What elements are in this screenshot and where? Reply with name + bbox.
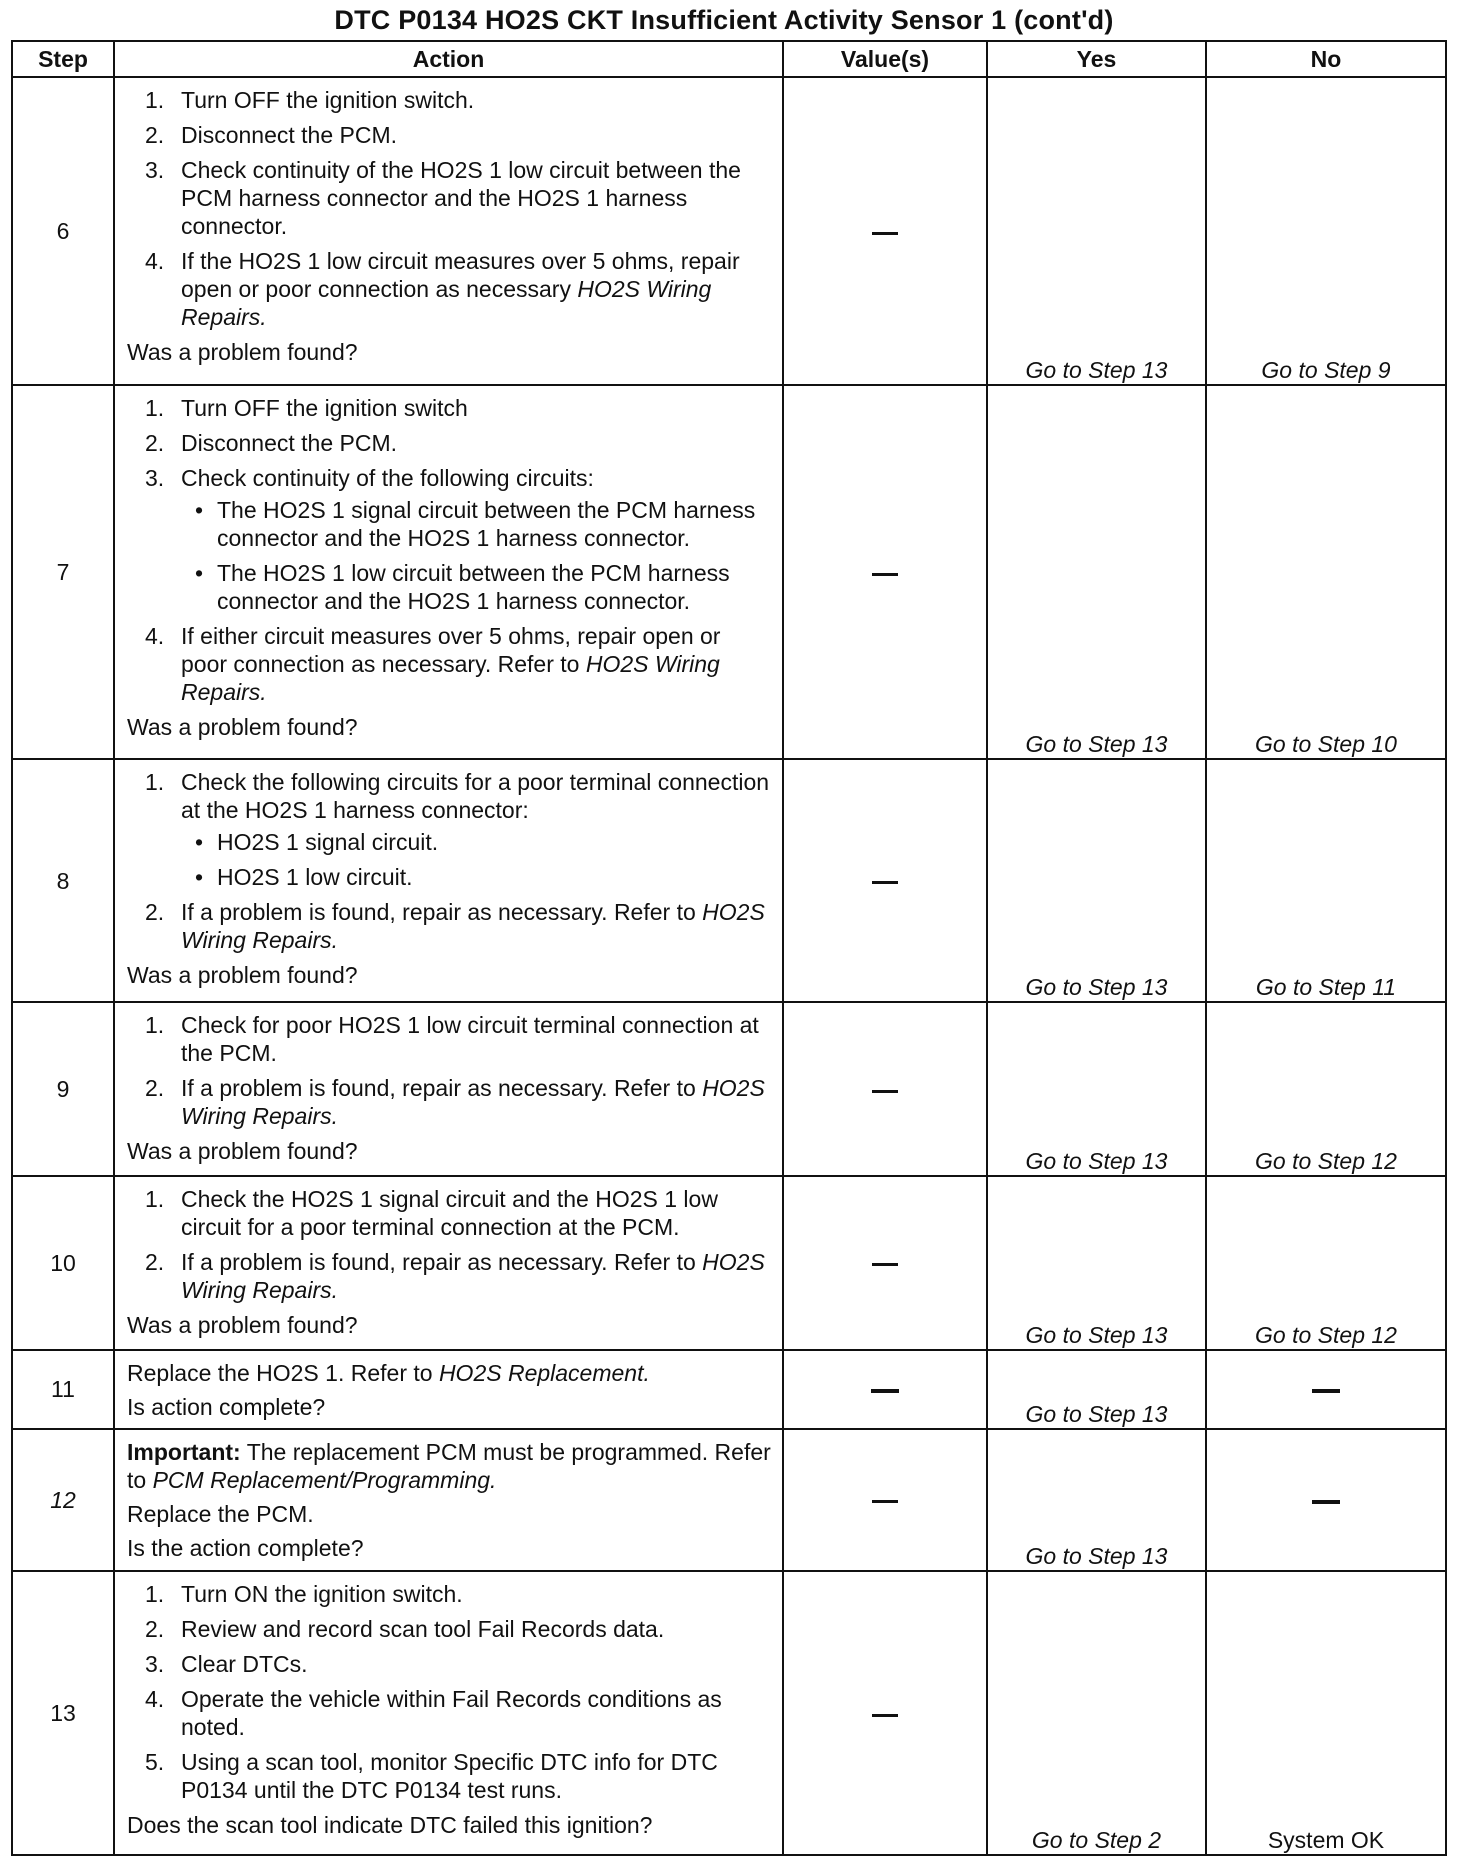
value-cell <box>783 1002 987 1176</box>
item-number: 2. <box>145 899 165 925</box>
table-row <box>12 1429 1446 1572</box>
yes-cell <box>987 77 1206 385</box>
item-number: 1. <box>145 769 165 795</box>
item-text: Check continuity of the HO2S 1 low circuit between the PCM harness connector and the HO2S 1 harness connector. <box>181 157 741 239</box>
important-label: Important: <box>127 1438 241 1465</box>
no-cell <box>1206 385 1446 759</box>
item-text: Turn ON the ignition switch. <box>181 1581 463 1608</box>
item-number: 1. <box>145 395 165 422</box>
action-cell <box>114 1571 783 1855</box>
table-row <box>12 1350 1446 1429</box>
list-item <box>127 464 772 615</box>
yes-action: Go to Step 13 <box>1025 974 1168 1001</box>
no-cell <box>1206 1002 1446 1176</box>
reference-link-text: HO2S Wiring Repairs. <box>181 651 720 706</box>
action-list <box>127 768 772 954</box>
action-cell <box>114 759 783 1002</box>
list-item <box>127 1748 772 1804</box>
item-text: Check the following circuits for a poor terminal connection at the HO2S 1 harness connector: <box>181 769 770 823</box>
page-title: DTC P0134 HO2S CKT Insufficient Activity Sensor 1 (cont'd) <box>334 5 1114 35</box>
list-item <box>127 1615 772 1643</box>
bullet-item: • HO2S 1 signal circuit. <box>181 828 772 856</box>
item-number: 4. <box>145 623 165 650</box>
list-item <box>127 156 772 240</box>
list-item <box>127 247 772 331</box>
item-number: 2. <box>145 122 165 148</box>
item-text: Disconnect the PCM. <box>181 430 398 457</box>
bullet-item: • The HO2S 1 signal circuit between the PCM harness connector and the HO2S 1 harness connector. <box>181 496 772 552</box>
no-cell <box>1206 1429 1446 1572</box>
em-dash <box>872 881 898 884</box>
list-item <box>127 429 772 457</box>
item-number: 1. <box>145 1186 165 1213</box>
question-text: Is the action complete? <box>127 1534 364 1561</box>
action-list <box>127 394 772 706</box>
list-item <box>127 394 772 422</box>
list-item <box>127 1650 772 1678</box>
item-text: Review and record scan tool Fail Records data. <box>181 1616 665 1643</box>
bullet-list <box>181 828 772 891</box>
item-number: 4. <box>145 248 165 274</box>
item-number: 2. <box>145 1616 165 1643</box>
header-step: Step <box>12 41 114 77</box>
yes-cell <box>987 1350 1206 1429</box>
action-cell <box>114 385 783 759</box>
step-number: 13 <box>12 1571 114 1855</box>
header-yes: Yes <box>987 41 1206 77</box>
no-action: Go to Step 10 <box>1255 731 1397 757</box>
action-cell <box>114 77 783 385</box>
question-text: Was a problem found? <box>127 962 358 988</box>
em-dash <box>1312 1389 1340 1393</box>
bullet-item: • The HO2S 1 low circuit between the PCM harness connector and the HO2S 1 harness connector. <box>181 559 772 615</box>
no-action: System OK <box>1267 1827 1385 1853</box>
header-no: No <box>1206 41 1446 77</box>
list-item <box>127 121 772 149</box>
yes-cell <box>987 1002 1206 1176</box>
item-number: 2. <box>145 430 165 457</box>
list-item <box>127 86 772 114</box>
em-dash <box>872 1263 898 1266</box>
yes-action: Go to Step 13 <box>1025 731 1168 757</box>
header-values: Value(s) <box>783 41 987 77</box>
no-action: Go to Step 12 <box>1255 1321 1397 1348</box>
paragraph-text: The replacement PCM must be programmed. Refer to <box>127 1438 771 1493</box>
paragraph-text: Replace the HO2S 1. Refer to <box>127 1359 439 1386</box>
list-item <box>127 898 772 954</box>
table-row <box>12 759 1446 1002</box>
item-number: 3. <box>145 465 165 492</box>
table-row <box>12 1176 1446 1350</box>
value-cell <box>783 385 987 759</box>
action-list <box>127 1185 772 1304</box>
action-cell <box>114 1002 783 1176</box>
item-number: 3. <box>145 157 165 183</box>
table-row <box>12 1002 1446 1176</box>
step-number: 9 <box>12 1002 114 1176</box>
yes-action: Go to Step 13 <box>1025 1148 1168 1175</box>
item-text: Operate the vehicle within Fail Records conditions as noted. <box>181 1686 722 1741</box>
list-item <box>127 1185 772 1241</box>
list-item <box>127 1074 772 1130</box>
question-text: Does the scan tool indicate DTC failed this ignition? <box>127 1812 653 1839</box>
question-text: Was a problem found? <box>127 1312 358 1339</box>
step-number: 11 <box>12 1350 114 1429</box>
item-number: 2. <box>145 1075 165 1102</box>
value-cell <box>783 759 987 1002</box>
question-text: Was a problem found? <box>127 1138 358 1165</box>
step-number: 7 <box>12 385 114 759</box>
value-cell <box>783 77 987 385</box>
question-text: Was a problem found? <box>127 714 358 741</box>
no-cell <box>1206 1176 1446 1350</box>
no-action: Go to Step 12 <box>1255 1148 1397 1175</box>
yes-action: Go to Step 13 <box>1025 1400 1168 1427</box>
yes-cell <box>987 1571 1206 1855</box>
yes-action: Go to Step 13 <box>1025 1321 1168 1348</box>
diagnostic-table <box>11 40 1447 1856</box>
yes-cell <box>987 759 1206 1002</box>
no-cell <box>1206 77 1446 385</box>
yes-action: Go to Step 13 <box>1025 1543 1168 1570</box>
no-action: Go to Step 9 <box>1261 357 1391 384</box>
yes-cell <box>987 385 1206 759</box>
item-number: 1. <box>145 1012 165 1039</box>
action-paragraph: Replace the PCM. <box>127 1500 314 1527</box>
item-text: If a problem is found, repair as necessary. Refer to <box>181 1075 703 1102</box>
action-cell <box>114 1176 783 1350</box>
table-row <box>12 1571 1446 1855</box>
item-number: 1. <box>145 1581 165 1608</box>
no-action: Go to Step 11 <box>1255 974 1397 1001</box>
header-action: Action <box>114 41 783 77</box>
list-item <box>127 768 772 891</box>
action-cell <box>114 1429 783 1572</box>
value-cell <box>783 1429 987 1572</box>
item-text: If either circuit measures over 5 ohms, repair open or poor connection as necessary. Refer to <box>181 623 721 678</box>
table-row <box>12 385 1446 759</box>
item-text: Turn OFF the ignition switch <box>181 395 468 422</box>
reference-link-text: HO2S Wiring Repairs. <box>181 1249 765 1304</box>
list-item <box>127 1685 772 1741</box>
yes-action: Go to Step 13 <box>1025 357 1168 384</box>
item-text: Turn OFF the ignition switch. <box>181 87 475 113</box>
em-dash <box>872 232 898 235</box>
step-number: 8 <box>12 759 114 1002</box>
action-list <box>127 86 772 331</box>
em-dash <box>872 573 898 576</box>
list-item <box>127 1011 772 1067</box>
table-header-row <box>12 41 1446 77</box>
list-item <box>127 1580 772 1608</box>
value-cell <box>783 1350 987 1429</box>
reference-link-text: PCM Replacement/Programming. <box>152 1466 497 1493</box>
bullet-list <box>181 496 772 615</box>
step-number: 6 <box>12 77 114 385</box>
item-text: Check continuity of the following circuits: <box>181 465 594 492</box>
list-item <box>127 622 772 706</box>
reference-link-text: HO2S Wiring Repairs. <box>181 1075 765 1130</box>
item-text: Check the HO2S 1 signal circuit and the HO2S 1 low circuit for a poor terminal connection at the PCM. <box>181 1186 718 1241</box>
action-paragraph <box>127 1359 772 1387</box>
value-cell <box>783 1571 987 1855</box>
reference-link-text: HO2S Wiring Repairs. <box>181 276 712 330</box>
item-number: 4. <box>145 1686 165 1713</box>
item-number: 3. <box>145 1651 165 1678</box>
item-number: 1. <box>145 87 165 113</box>
em-dash <box>872 1714 898 1717</box>
em-dash <box>871 1389 899 1393</box>
step-number: 10 <box>12 1176 114 1350</box>
item-text: Clear DTCs. <box>181 1651 308 1678</box>
step-number: 12 <box>12 1429 114 1572</box>
bullet-item: • HO2S 1 low circuit. <box>181 863 772 891</box>
yes-action: Go to Step 2 <box>1031 1827 1162 1853</box>
no-cell <box>1206 759 1446 1002</box>
no-cell <box>1206 1571 1446 1855</box>
item-text: Using a scan tool, monitor Specific DTC info for DTC P0134 until the DTC P0134 test runs. <box>181 1749 718 1804</box>
action-cell <box>114 1350 783 1429</box>
question-text: Is action complete? <box>127 1393 326 1420</box>
item-text: If a problem is found, repair as necessary. Refer to <box>181 899 703 925</box>
reference-link-text: HO2S Wiring Repairs. <box>181 899 765 953</box>
question-text: Was a problem found? <box>127 339 358 365</box>
list-item <box>127 1248 772 1304</box>
action-paragraph <box>127 1438 772 1494</box>
em-dash <box>1312 1500 1340 1504</box>
item-text: If the HO2S 1 low circuit measures over 5 ohms, repair open or poor connection as necessary <box>181 248 740 302</box>
em-dash <box>872 1500 898 1503</box>
no-cell <box>1206 1350 1446 1429</box>
reference-link-text: HO2S Replacement. <box>438 1359 650 1386</box>
item-text: Check for poor HO2S 1 low circuit terminal connection at the PCM. <box>181 1012 759 1067</box>
table-row <box>12 77 1446 385</box>
yes-cell <box>987 1176 1206 1350</box>
value-cell <box>783 1176 987 1350</box>
item-text: If a problem is found, repair as necessary. Refer to <box>181 1249 703 1276</box>
item-number: 2. <box>145 1249 165 1276</box>
em-dash <box>872 1090 898 1093</box>
action-list <box>127 1580 772 1804</box>
action-list <box>127 1011 772 1130</box>
item-number: 5. <box>145 1749 165 1776</box>
item-text: Disconnect the PCM. <box>181 122 398 148</box>
yes-cell <box>987 1429 1206 1572</box>
